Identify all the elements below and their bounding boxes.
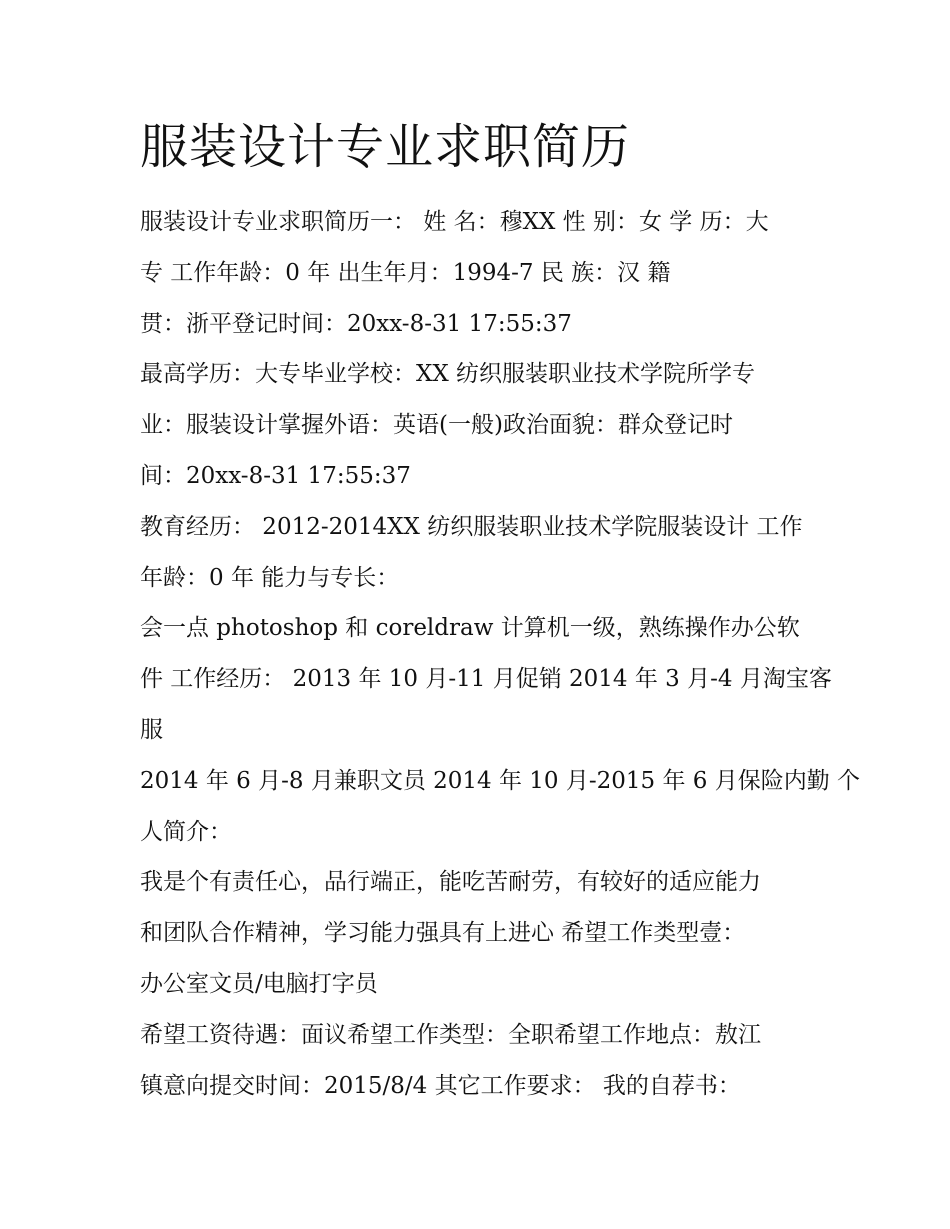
body-line: 业：服装设计掌握外语：英语(一般)政治面貌：群众登记时 (140, 412, 733, 439)
body-line: 和团队合作精神，学习能力强具有上进心 希望工作类型壹： (140, 920, 746, 947)
body-line: 办公室文员/电脑打字员 (140, 970, 378, 997)
body-line: 间：20xx-8-31 17:55:37 (140, 462, 411, 489)
body-line: 希望工资待遇：面议希望工作类型：全职希望工作地点：敖江 (140, 1021, 761, 1048)
body-line: 人简介： (140, 818, 232, 845)
body-line: 镇意向提交时间：2015/8/4 其它工作要求： 我的自荐书： (140, 1072, 741, 1099)
body-line: 2014 年 6 月-8 月兼职文员 2014 年 10 月-2015 年 6 月保险内勤 个 (140, 767, 861, 794)
body-line: 服 (140, 716, 163, 743)
document-title: 服装设计专业求职简历 (140, 119, 631, 175)
document-body (140, 197, 861, 1111)
body-line: 年龄：0 年 能力与专长： (140, 564, 400, 591)
body-line: 贯：浙平登记时间：20xx-8-31 17:55:37 (140, 310, 572, 337)
body-line: 服装设计专业求职简历一： 姓 名：穆XX 性 别：女 学 历：大 (140, 209, 769, 235)
body-line: 最高学历：大专毕业学校：XX 纺织服装职业技术学院所学专 (140, 361, 756, 388)
body-line: 我是个有责任心，品行端正，能吃苦耐劳，有较好的适应能力 (140, 869, 761, 896)
body-line: 教育经历： 2012-2014XX 纺织服装职业技术学院服装设计 工作 (140, 513, 803, 540)
body-line: 件 工作经历： 2013 年 10 月-11 月促销 2014 年 3 月-4 月淘宝客 (140, 666, 832, 693)
body-line: 专 工作年龄：0 年 出生年月：1994-7 民 族：汉 籍 (140, 259, 671, 286)
body-line: 会一点 photoshop 和 coreldraw 计算机一级，熟练操作办公软 (140, 615, 800, 642)
